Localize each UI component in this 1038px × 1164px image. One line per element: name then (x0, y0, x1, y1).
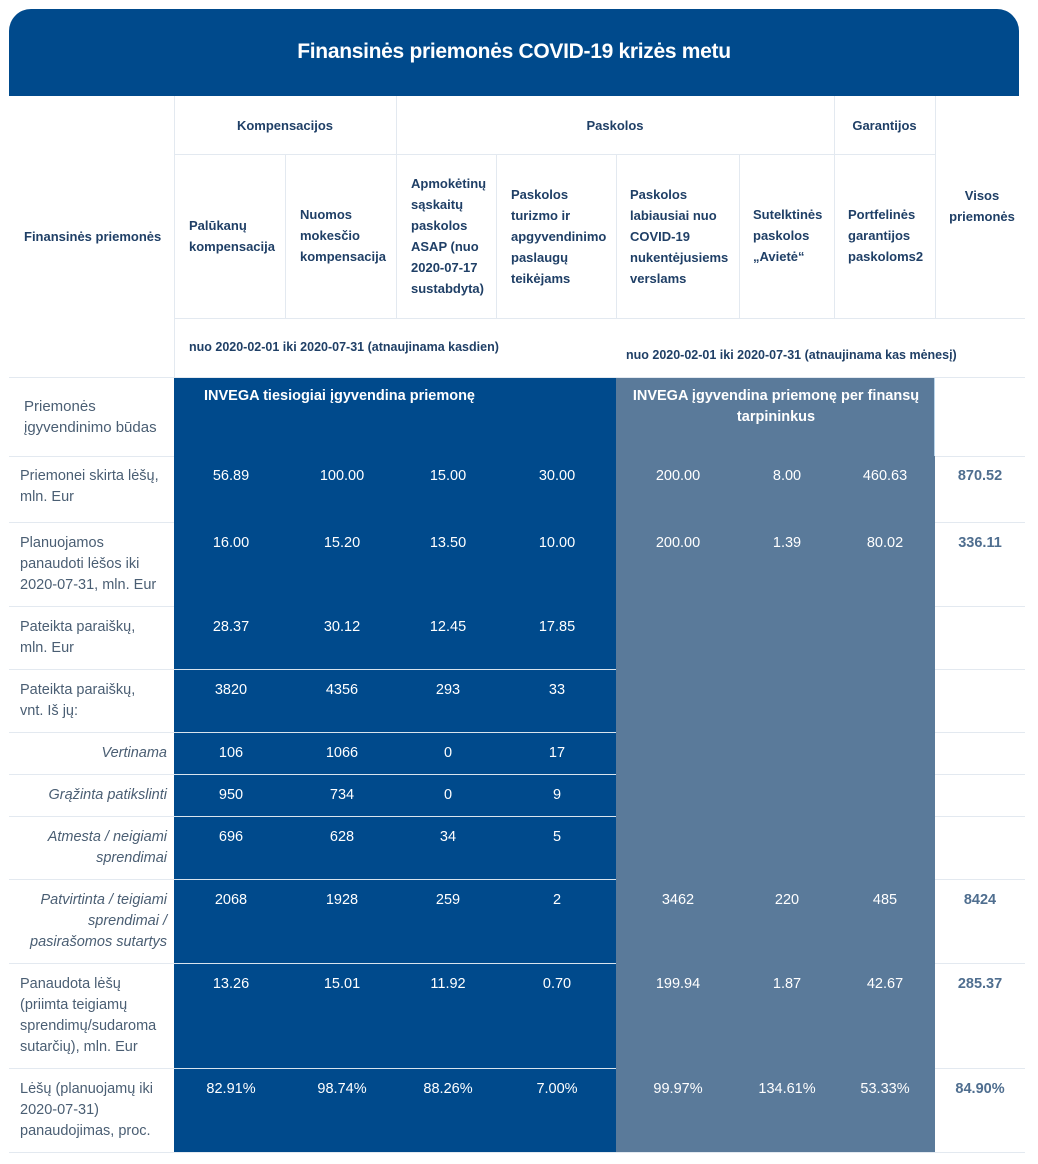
cell-value: 8.00 (772, 468, 802, 484)
cell-value: 4356 (325, 682, 359, 698)
cell-value: 13.26 (212, 976, 250, 992)
row-label-applications-eur: Pateikta paraiškų, mln. Eur (20, 619, 136, 656)
cell-value: 200.00 (655, 468, 701, 484)
cell-total: 84.90% (955, 1081, 1005, 1097)
cell-value: 82.91% (206, 1081, 256, 1097)
cell-value: 15.01 (323, 976, 361, 992)
cell-value: 13.50 (429, 535, 467, 551)
col-header-nuomos: Nuomos mokesčio kompensacija (300, 207, 386, 264)
cell-value: 7.00% (536, 1081, 578, 1097)
cell-value: 134.61% (758, 1081, 816, 1097)
col-header-covid: Paskolos labiausiai nuo COVID-19 nukentėjusiems verslams (630, 187, 729, 286)
cell-value: 17 (548, 745, 566, 761)
row-label-evaluating: Vertinama (101, 745, 167, 761)
col-header-turizmo: Paskolos turizmo ir apgyvendinimo paslaugų teikėjams (511, 187, 607, 286)
cell-value: 80.02 (866, 535, 904, 551)
cell-value: 10.00 (538, 535, 576, 551)
band-intermediaries: INVEGA įgyvendina priemonę per finansų tarpininkus (632, 388, 920, 425)
row-label-allocated: Priemonei skirta lėšų, mln. Eur (20, 468, 159, 505)
cell-value: 259 (435, 892, 461, 908)
row-label-approved: Patvirtinta / teigiami sprendimai / pasirašomos sutartys (30, 892, 167, 950)
cell-value: 34 (439, 829, 457, 845)
cell-value: 17.85 (538, 619, 576, 635)
cell-value: 460.63 (862, 468, 908, 484)
cell-value: 0 (443, 745, 453, 761)
cell-value: 30.12 (323, 619, 361, 635)
cell-value: 2 (552, 892, 562, 908)
cell-total: 870.52 (957, 468, 1003, 484)
row-label-planned: Planuojamos panaudoti lėšos iki 2020-07-31, mln. Eur (20, 535, 157, 593)
cell-value: 1.87 (772, 976, 802, 992)
cell-value: 9 (552, 787, 562, 803)
cell-total: 8424 (963, 892, 997, 908)
cell-total: 285.37 (957, 976, 1003, 992)
period-daily: nuo 2020-02-01 iki 2020-07-31 (atnaujinama kasdien) (189, 340, 499, 354)
cell-value: 28.37 (212, 619, 250, 635)
cell-value: 628 (329, 829, 355, 845)
band-label: Priemonės įgyvendinimo būdas (24, 398, 157, 436)
cell-value: 1.39 (772, 535, 802, 551)
cell-value: 12.45 (429, 619, 467, 635)
cell-value: 3462 (661, 892, 695, 908)
col-header-aviete: Sutelktinės paskolos „Avietė“ (753, 207, 823, 264)
cell-value: 0 (443, 787, 453, 803)
cell-value: 220 (774, 892, 800, 908)
band-direct: INVEGA tiesiogiai įgyvendina priemonę (204, 388, 475, 404)
cell-value: 199.94 (655, 976, 701, 992)
direct-implementation-block (174, 378, 616, 1152)
header-first-col: Finansinės priemonės (24, 229, 162, 244)
row-label-returned: Grąžinta patikslinti (48, 787, 167, 803)
group-paskolos: Paskolos (586, 118, 644, 133)
cell-value: 485 (872, 892, 898, 908)
page-title: Finansinės priemonės COVID-19 krizės metu (297, 40, 731, 63)
col-header-total: Visos priemonės (949, 188, 1015, 224)
row-label-applications-count: Pateikta paraiškų, vnt. Iš jų: (20, 682, 136, 719)
row-label-rejected: Atmesta / neigiami sprendimai (47, 829, 167, 866)
period-monthly: nuo 2020-02-01 iki 2020-07-31 (atnaujinama kas mėnesį) (626, 348, 957, 362)
cell-value: 88.26% (423, 1081, 473, 1097)
cell-value: 53.33% (860, 1081, 910, 1097)
cell-value: 11.92 (430, 976, 466, 992)
col-header-asap: Apmokėtinų sąskaitų paskolos ASAP (nuo 2020-07-17 sustabdyta) (411, 176, 487, 296)
cell-value: 100.00 (319, 468, 365, 484)
cell-total: 336.11 (958, 535, 1002, 551)
cell-value: 293 (435, 682, 461, 698)
row-label-usage-pct: Lėšų (planuojamų iki 2020-07-31) panaudojimas, proc. (20, 1081, 153, 1139)
cell-value: 42.67 (866, 976, 904, 992)
col-header-garantijos: Portfelinės garantijos paskoloms2 (848, 207, 924, 264)
cell-value: 33 (548, 682, 566, 698)
cell-value: 98.74% (317, 1081, 367, 1097)
cell-value: 1928 (325, 892, 359, 908)
cell-value: 15.00 (429, 468, 467, 484)
group-kompensacijos: Kompensacijos (236, 118, 334, 133)
cell-value: 5 (552, 829, 562, 845)
table-title-bar (9, 9, 1019, 96)
cell-value: 1066 (325, 745, 359, 761)
col-header-palukanu: Palūkanų kompensacija (189, 218, 275, 254)
cell-value: 200.00 (655, 535, 701, 551)
cell-value: 16.00 (212, 535, 250, 551)
cell-value: 734 (329, 787, 355, 803)
cell-value: 3820 (214, 682, 248, 698)
intermediary-implementation-block (616, 378, 935, 1152)
cell-value: 106 (218, 745, 244, 761)
row-label-used: Panaudota lėšų (priimta teigiamų sprendimų/sudaroma sutarčių), mln. Eur (20, 976, 157, 1055)
cell-value: 696 (218, 829, 244, 845)
cell-value: 15.20 (323, 535, 361, 551)
cell-value: 2068 (214, 892, 248, 908)
cell-value: 30.00 (538, 468, 576, 484)
group-garantijos: Garantijos (852, 118, 917, 133)
cell-value: 99.97% (653, 1081, 703, 1097)
cell-value: 56.89 (212, 468, 250, 484)
cell-value: 950 (218, 787, 244, 803)
cell-value: 0.70 (542, 976, 572, 992)
